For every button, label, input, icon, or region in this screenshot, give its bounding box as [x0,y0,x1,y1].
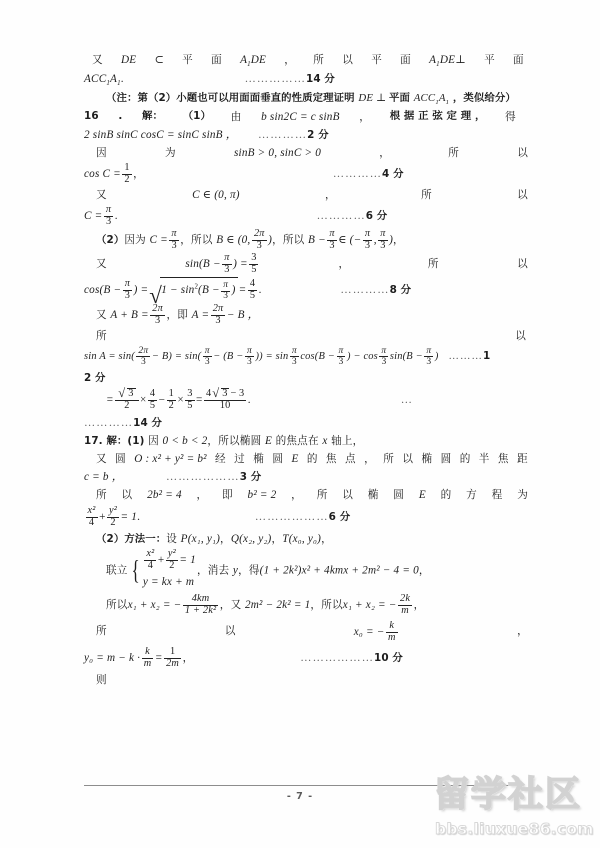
q16-pi-over-3-d: $\frac{\pi}{3}$ [380,227,386,251]
q16-ab-rhs: A = [191,309,210,322]
q16-word-ji: ，即 [166,309,192,322]
q17-line-ellipse-eq [84,505,516,530]
q16-sine-rule-text: 根 据 正 弦 定 理 ， [389,109,486,122]
q16-ab-tail: − B ， [226,309,260,322]
q16-sina-f4: $\frac{\pi}{3}$ [291,344,297,367]
q17-circle-equation: O : x² + y² = b² [134,453,207,466]
q16-score-12-wrap [84,370,516,387]
q16-score-2: 2 分 [307,128,329,141]
q16-cosb-lhs: cos(B − [84,284,122,297]
q16-comma: ， [359,110,371,123]
q17-w8: 点 [345,453,356,466]
q16-pi-over-3-a: $\frac{\pi}{3}$ [171,227,177,251]
q17-system-row-1: $\frac{\text{x²}}{4}$ + $\frac{\text{y²}}{2}$ = 1 [146,547,196,571]
q17-w14: 的 [459,453,471,466]
q17-score-10: 10 分 [374,652,403,665]
q16-dots-12: ……… [448,351,483,363]
q15-word-ping: 平 [182,54,193,66]
q15-word-suo: 所 [313,54,325,66]
q17-2b2-w1: 所 [96,489,107,502]
q16-value-f1: √ $\frac{3}{2}$ [115,388,138,412]
q16-cosb-pi3: $\frac{\pi}{3}$ [124,278,131,302]
q16-number-dot: . [118,109,123,122]
q15-seg-de: DE [120,54,137,66]
q17-b-range: 0 < b < 2 [162,435,208,448]
q17-w15: 半 [478,453,490,466]
q16-word-yi-3: 以 [517,188,528,201]
q17-number-dot: . [98,435,107,448]
q15-word-mian-3: 面 [513,54,524,66]
q17-ellipse-e: E [264,435,273,448]
q16-dots-14: ………… [84,417,134,430]
q17-2b2-w11: 圆 [393,489,405,502]
q17-number: 17 [84,435,99,448]
q16-period-3: . [247,394,251,407]
q17-w2: 过 [234,453,245,466]
q17-sys-comma-2: ， [238,564,249,577]
q17-sum-rhs: x₁ + x₂ = − [342,599,397,612]
q15-note [84,90,516,108]
q17-score-3: 3 分 [239,471,262,484]
q17-w11: 以 [402,453,414,466]
q16-line-cosb [84,277,516,303]
q17-equation-system: { $\frac{\text{x²}}{4}$ + $\frac{\text{y²}}{2}$ = 1 y = kx + m [129,549,196,593]
q16-word-de: 得 [505,110,516,123]
q17-w5-e: E [291,453,299,466]
q17-w3: 椭 [253,453,265,466]
q16-word-suo-4: 所 [427,257,439,270]
q16-text-so-2: ，所以 [272,233,309,246]
q16-c-lhs: C = [84,209,103,222]
q16-score-12-part1: 1 [482,350,491,363]
q16-dots-2: ………… [258,128,308,141]
q16-c-interval: C ∈ (0, π) [192,188,240,201]
q17-y0-comma: ， [182,652,194,665]
q17-2b2-comma-2: ， [291,489,302,502]
q15-leader-dots: …………… [244,72,306,85]
q16-part-1-label: （1） [182,109,211,122]
q15-word-yi: 以 [342,54,354,66]
q16-word-suo-2: 所 [448,146,460,159]
q17-2b2-e: E [418,489,426,502]
q17-y0-lhs: y₀ = m − k · [84,652,141,665]
q15-line-acc [84,71,516,89]
q16-expanded-equation: 2 sinB sinC cosC = sinC sinB ， [84,128,238,141]
q15-note-de: DE [358,91,374,104]
q17-b-squared-eq: b² = 2 [247,489,277,502]
q16-word-suo-5: 所 [96,330,107,343]
q17-period-1: . [137,511,140,524]
q16-dots-trailing: … [400,394,413,407]
q17-word-so-2: 所以 [321,599,343,612]
q17-ellipse-plus: + [99,511,106,524]
q16-sqrt-pi3: $\frac{\pi}{3}$ [223,279,229,301]
q17-head [84,433,516,450]
q16-sina-f7: $\frac{\pi}{3}$ [426,344,432,367]
q16-score-6: 6 分 [365,209,388,222]
q17-part-1-label: (1) [127,435,149,448]
q16-value-f5: $\frac{4 √ 3 - 3}{10}$ [204,388,246,412]
q16-line-suoyi [84,328,528,344]
q17-word-yi-3: 以 [224,625,236,638]
q17-point-t: T(x₀, y₀) [282,532,322,545]
q17-dots-6: ……………… [254,511,329,524]
q16-period-2: . [258,284,262,297]
q16-given-equation: b sin2C = c sinB [261,110,340,123]
q17-sum-fraction-1: $\frac{4km}{\text{1 + 2k²}}$ [184,593,217,617]
q17-eliminate-var: y [232,564,239,577]
q16-score-8: 8 分 [389,284,412,297]
q17-text-focus-2: 的焦点在 [272,435,323,448]
q16-ab-frac-1: $\frac{2\pi}{3}$ [152,303,163,327]
q16-pi-over-3-b: $\frac{\pi}{3}$ [329,227,335,251]
q16-comma-3: ， [133,167,144,180]
q16-value-f3: $\frac{1}{2}$ [168,388,174,412]
q17-line-y0 [84,646,516,671]
q16-b-in: B ∈ (0, [216,233,251,246]
q16-sinb-pi3: $\frac{\pi}{3}$ [224,251,230,275]
q16-line-cosc [84,163,516,186]
q16-text-so-1: ，所以 [180,233,217,246]
q17-dots-10: ……………… [300,652,375,665]
q17-score-6: 6 分 [328,511,351,524]
q17-w6: 的 [306,453,318,466]
q17-w1: 经 [215,453,226,466]
q15-word-ping-3: 平 [484,54,495,66]
q16-interval-comma: , [373,233,377,246]
q16-equals-final: = [196,394,203,407]
q16-sina-p7: sin(B − [389,351,423,363]
q16-comma-6: ， [338,257,350,270]
q16-minus-1: − [158,394,166,407]
q16-times-2: × [177,394,184,407]
q15-expr-acc1a1: $ACC_1A_1$ [84,72,121,87]
q16-value-f4: $\frac{3}{5}$ [187,388,193,412]
q17-w7: 焦 [325,453,337,466]
q16-2pi-over-3: $\frac{2\pi}{3}$ [253,227,265,251]
q17-method-label: 方法一： [124,532,167,545]
page-content [84,52,528,691]
q16-word-you: 由 [230,110,242,123]
q15-plane-a1de-2: $A_1DE\perp$ [429,54,466,69]
q17-x0-comma: ， [517,625,528,638]
q17-2b-squared-eq: 2b² = 4 [147,489,182,502]
q16-line-value [84,388,516,414]
q17-line-system [84,549,516,593]
q17-text-axis: 轴上， [327,435,364,448]
q17-sum-comma-1: ， [219,599,231,612]
q16-interval-close: ) [389,233,393,246]
q17-sum-lhs: x₁ + x₂ = − [127,599,182,612]
q17-part-2-label: （2） [96,532,125,545]
watermark-brand: 留学社区 [434,775,583,815]
q17-word-suo-3: 所 [96,625,107,638]
q16-sina-f5: $\frac{\pi}{3}$ [338,344,344,367]
q17-x0-expression: x₀ = − $\frac{k}{m}$ [353,620,396,644]
q16-word-you-4: 又 [96,309,111,322]
q16-c-eq: C = [149,233,168,246]
q17-2b2-w16: 为 [517,489,528,502]
q17-constraint-eq: 2m² − 2k² = 1 [244,599,311,612]
q16-bm-lhs: B − [308,233,326,246]
q16-sina-f3: $\frac{\pi}{3}$ [247,344,252,367]
q15-word-mian: 面 [211,54,222,66]
q16-dots-8: ………… [340,284,390,297]
q16-word-wei: 为 [164,146,176,159]
q16-head [84,109,516,126]
q17-word-you-5: 又 [230,599,245,612]
q15-note-mid: 平面 [389,91,414,104]
q17-2b2-w10: 椭 [367,489,379,502]
q16-label-solution: 解： [142,109,164,122]
q15-note-perp: ⊥ [373,91,389,104]
q16-line-cvalue [84,205,516,228]
q17-w17: 距 [517,453,528,466]
q17-label-solution: 解： [106,435,128,448]
q17-ellipse-y-term: $\frac{\text{y²}}{2}$ [108,505,118,529]
q16-ab-lhs: A + B = [110,309,149,322]
q17-y0-eq: = [154,652,163,665]
q17-sys-x-term: $\frac{\text{x²}}{4}$ [146,547,155,571]
q17-line-2b2 [84,487,528,504]
q17-word-eliminate: 消去 [207,564,233,577]
q16-line-because [84,145,528,162]
q16-line-14fen [84,415,516,432]
q17-dots-3: ……………… [166,471,240,484]
q16-cosb-sqrt: √ $1 - \sin^2(B$ − $\frac{\pi}{3}$ ) [149,277,237,303]
q15-note-acc: $ACC_1A_1$ [413,91,450,106]
q17-part2-setup [84,531,516,548]
q17-2b2-w8: 所 [316,489,328,502]
q15-score-14: 14 分 [306,72,335,85]
q16-cosc-lhs: cos C = [84,167,121,180]
q16-sina-p3: − (B − [213,351,244,363]
q17-line-ze [84,672,516,689]
q16-sina-f1: $\frac{2\pi}{3}$ [138,344,149,367]
q17-line-sum-roots [84,593,516,619]
q16-word-yin: 因 [96,146,107,159]
q17-line-x0 [84,620,528,645]
q16-sinb-value: $\frac{3}{5}$ [251,251,257,275]
watermark-url: bbs.liuxue86.com [435,820,594,838]
q16-cosc-fraction: $\frac{1}{2}$ [124,161,130,185]
q17-w9: ， [364,453,375,466]
q17-line-circle [84,451,528,468]
q17-sys-comma-1: ， [196,564,208,577]
q17-word-you: 又 [96,453,107,466]
q15-plane-a1de: $A_1DE$ [240,54,267,69]
q16-sina-p5: cos(B − [300,351,335,363]
q16-word-you-2: 又 [96,188,107,201]
q16-dots-6: ………… [316,209,366,222]
q17-comma-p: ， [220,532,231,545]
q16-part2-intervals [84,229,516,252]
q16-sina-p6: ) − cos [346,351,378,363]
q17-ellipse-rhs: = 1 [120,511,138,524]
q16-score-4: 4 分 [382,167,404,180]
q16-word-suo-3: 所 [421,188,432,201]
q16-comma-5: ， [393,233,404,246]
q16-score-12-part2: 2 分 [84,372,106,385]
q16-sina-p4: )) = sin [255,351,289,363]
q17-word-ze: 则 [96,674,107,687]
q17-system-row-2: y = kx + m [142,575,195,588]
q17-word-lianli: 联立 [106,564,128,577]
q16-period-1: . [114,209,118,222]
q15-word-you: 又 [92,54,103,66]
q17-sum-comma-2: ， [310,599,322,612]
q17-word-so-1: 所以 [106,599,128,612]
q16-cosb-value: $\frac{4}{5}$ [249,278,256,302]
q15-comma-1: ， [284,54,296,66]
q17-2b2-w9: 以 [342,489,354,502]
q16-bm-in: ∈ (− [338,233,362,246]
q16-pi-over-3-c: $\frac{\pi}{3}$ [364,227,371,251]
q16-word-you-3: 又 [96,257,107,270]
page-number: - 7 - [286,791,314,802]
q16-sinb-expression: sin(B − $\frac{\pi}{3}$ ) = $\frac{3}{5}$ [185,251,257,275]
q16-word-yi-4: 以 [517,257,528,270]
q17-y0-fraction-2: $\frac{1}{2m}$ [166,646,180,670]
q16-sine-positive-condition: sinB > 0, sinC > 0 [233,146,322,159]
q17-w12: 椭 [421,453,433,466]
q16-word-yi-2: 以 [517,146,528,159]
q17-2b2-comma: ， [196,489,208,502]
q17-2b2-w13: 的 [440,489,452,502]
q16-sina-p1: sin A = sin( [84,351,135,363]
q16-line-crange [84,187,528,204]
q16-number: 16 [84,109,99,122]
q17-sum-comma-3: ， [413,599,425,612]
q15-note-suffix: ，类似给分） [449,91,516,104]
q17-x0-fraction: $\frac{k}{m}$ [387,620,396,644]
q15-word-ping-2: 平 [371,54,382,66]
q16-value-eq: = [106,394,114,407]
q17-sum-fraction-2: $\frac{2k}{m}$ [400,593,411,617]
q17-y0-fraction-1: $\frac{k}{m}$ [143,646,152,670]
q17-word-de-2: 得 [248,564,260,577]
q16-sina-p2: − B) = sin( [151,351,202,363]
q17-point-q: Q(x₂, y₂) [230,532,272,545]
q17-word-she: 设 [166,532,181,545]
q17-c-equals-b: c = b ， [84,471,124,484]
q17-text-focus: ，所以椭圆 [207,435,265,448]
q17-comma-t: ， [321,532,332,545]
q16-word-because: 因为 [124,233,150,246]
q16-comma-2: ， [379,146,391,159]
q17-word-yuan: 圆 [115,453,126,466]
q16-cosb-eq: = [238,284,247,297]
q17-sys-y-term: $\frac{\text{y²}}{2}$ [167,547,176,571]
q16-sina-f2: $\frac{\pi}{3}$ [204,344,210,367]
q17-line-cb [84,469,516,486]
q16-line-sina [84,345,516,369]
q17-word-ji-2: 即 [222,489,233,502]
q15-word-mian-2: 面 [400,54,411,66]
q15-note-prefix: （注：第（2）小题也可以用面面垂直的性质定理证明 [106,91,359,104]
q16-times-1: × [140,394,147,407]
q16-ab-frac-2: $\frac{2\pi}{3}$ [212,303,224,327]
q17-w10: 所 [383,453,395,466]
q17-2b2-w14: 方 [466,489,477,502]
q17-point-p: P(x₁, y₁) [180,532,221,545]
q17-w13: 圆 [440,453,452,466]
q16-value-f2: $\frac{4}{5}$ [149,388,156,412]
q17-w16: 焦 [497,453,509,466]
q15-line-plane [84,52,524,70]
q17-axis-x: x [322,435,328,448]
q17-comma-q: ， [271,532,283,545]
q16-dots-4: ………… [332,167,383,180]
q17-quadratic-equation: (1 + 2k²)x² + 4kmx + 2m² − 4 = 0 [259,564,419,577]
q16-cosb-close: ) = [133,284,149,297]
q16-b-close: ) [268,233,273,246]
q16-sina-p8: ) [434,351,439,363]
q17-2b2-w2: 以 [121,489,133,502]
q16-line-2fen [84,127,516,144]
q16-part-2-label: （2） [96,233,125,246]
q17-sys-comma-3: ， [418,564,430,577]
q17-w4: 圆 [272,453,284,466]
watermark [432,775,594,844]
q17-2b2-w15: 程 [491,489,503,502]
q17-word-yin: 因 [148,435,163,448]
q16-c-fraction: $\frac{\pi}{3}$ [105,203,112,227]
q16-word-yi-5: 以 [515,330,526,343]
q16-comma-4: ， [324,188,336,201]
q16-sina-f6: $\frac{\pi}{3}$ [381,344,387,367]
q17-ellipse-x-term: $\frac{\text{x²}}{4}$ [87,505,96,529]
q15-subset-symbol: ⊂ [154,54,164,66]
q15-period: . [120,72,124,85]
q16-score-14: 14 分 [133,417,163,430]
